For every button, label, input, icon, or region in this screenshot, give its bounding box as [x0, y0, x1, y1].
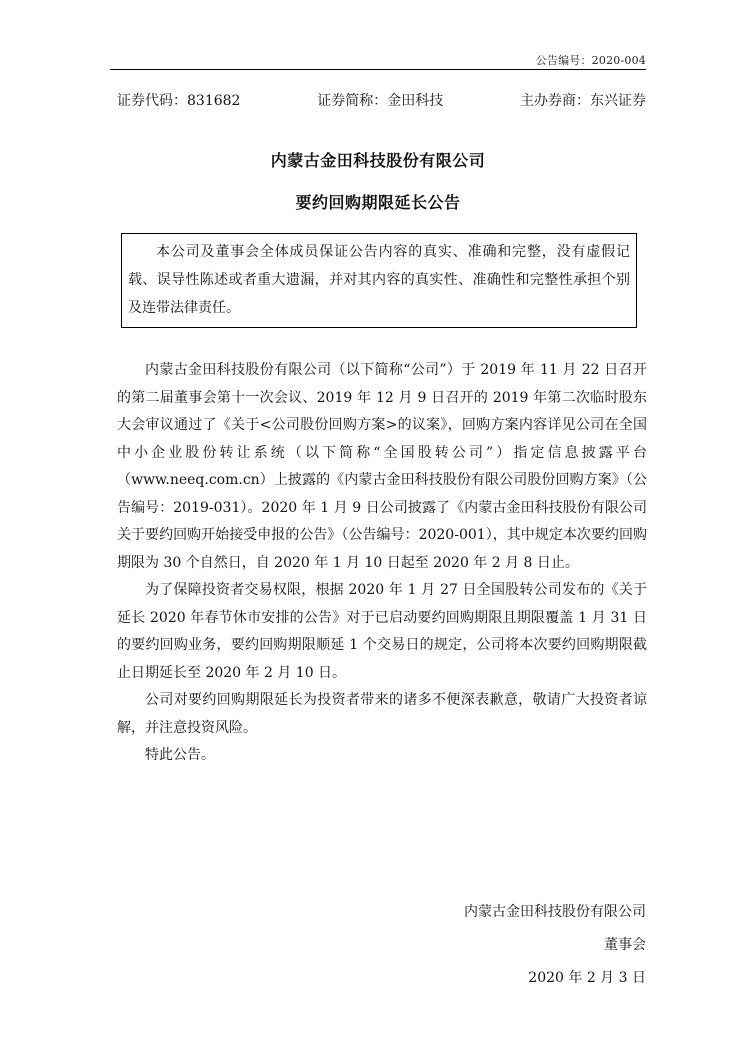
body-paragraph-3: 公司对要约回购期限延长为投资者带来的诸多不便深表歉意，敬请广大投资者谅解，并注意投资风险。: [117, 692, 647, 736]
announcement-number: 公告编号：2020-004: [535, 54, 646, 67]
header-divider: [110, 69, 646, 70]
securities-info-line: [117, 90, 646, 110]
security-code: 证券代码：831682: [117, 93, 241, 109]
signature-date: 2020 年 2 月 3 日: [528, 970, 646, 986]
signature-block: [464, 896, 646, 995]
disclaimer-box: [121, 233, 637, 328]
company-title: 内蒙古金田科技股份有限公司: [270, 151, 486, 170]
security-short-name: 证券简称：金田科技: [317, 93, 444, 109]
sponsoring-broker: 主办券商：东兴证券: [519, 93, 646, 109]
disclaimer-text: 本公司及董事会全体成员保证公告内容的真实、准确和完整，没有虚假记载、误导性陈述或者重大遗漏，并对其内容的真实性、准确性和完整性承担个别及连带法律责任。: [128, 244, 630, 316]
body-paragraph-4: 特此公告。: [145, 747, 215, 763]
body-paragraph-1: 内蒙古金田科技股份有限公司（以下简称“公司”）于 2019 年 11 月 22 日召开的第二届董事会第十一次会议、2019 年 12 月 9 日召开的 2019 年第二次临时股东大会审议通过了《关于<公司股份回购方案>的议案》，回购方案内容详见公司在全国中小企业股份转让系统（以下简称“全国股转公司”）指定信息披露平台（www.neeq.com.cn）上披露的《内蒙古金田科技股份有限公司股份回购方案》（公告编号：2019-031）。2020 年 1 月 9 日公司披露了《内蒙古金田科技股份有限公司关于要约回购开始接受申报的公告》（公告编号：2020-001），其中规定本次要约回购期限为 30 个自然日，自 2020 年 1 月 10 日起至 2020 年 2 月 8 日止。: [117, 362, 647, 571]
signature-board: 董事会: [604, 937, 646, 953]
announcement-body: [117, 357, 647, 770]
signature-company: 内蒙古金田科技股份有限公司: [464, 904, 646, 920]
document-title: 要约回购期限延长公告: [295, 193, 461, 212]
body-paragraph-2: 为了保障投资者交易权限，根据 2020 年 1 月 27 日全国股转公司发布的《关于延长 2020 年春节休市安排的公告》对于已启动要约回购期限且期限覆盖 1 月 31 日的要约回购业务，要约回购期限顺延 1 个交易日的规定，公司将本次要约回购期限截止日期延长至 2020 年 2 月 10 日。: [117, 582, 647, 681]
